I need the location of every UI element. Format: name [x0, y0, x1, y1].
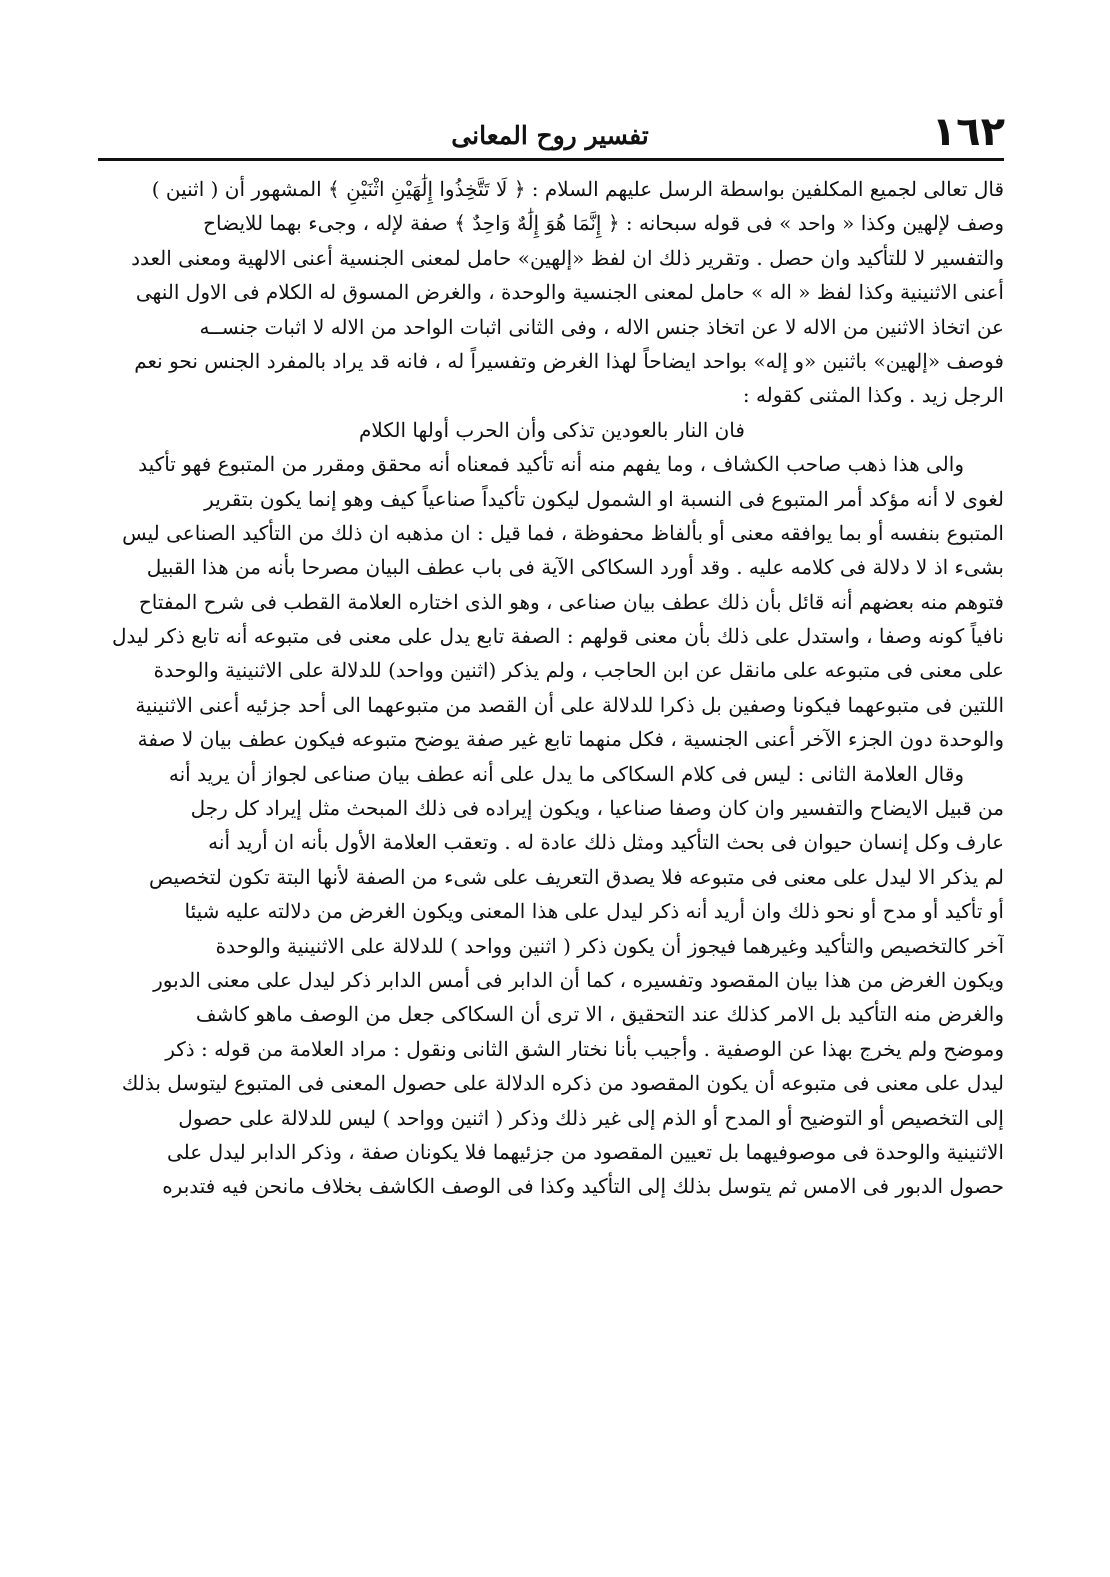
- header-divider: [98, 158, 1004, 161]
- text-line: حصول الدبور فى الامس ثم يتوسل بذلك إلى التأكيد وكذا فى الوصف الكاشف بخلاف مانحن فيه فتدبره: [162, 1174, 1004, 1199]
- poetry-verse: فان النار بالعودين تذكى وأن الحرب أولها الكلام: [359, 417, 745, 442]
- text-line: وموضح ولم يخرج بهذا عن الوصفية . وأجيب بأنا نختار الشق الثانى ونقول : مراد العلامة من قوله : ذكر: [165, 1036, 1004, 1061]
- text-line: على معنى فى متبوعه على مانقل عن ابن الحاجب ، ولم يذكر (اثنين وواحد) للدلالة على الاثنينية والوحدة: [153, 658, 1004, 683]
- text-line: فوصف «إلهين» باثنين «و إله» بواحد ايضاحاً لهذا الغرض وتفسيراً له ، فانه قد يراد بالمفرد الجنس نحو نعم: [134, 348, 1004, 373]
- text-line: عن اتخاذ الاثنين من الاله لا عن اتخاذ جنس الاله ، وفى الثانى اثبات الواحد من الاله لا اثبات جنســه: [199, 314, 1004, 339]
- text-line: ويكون الغرض من هذا بيان المقصود وتفسيره ، كما أن الدابر فى أمس الدابر ذكر ليدل على معنى الدبور: [153, 967, 1004, 992]
- text-line: الاثنينية والوحدة فى موصوفيهما بل تعيين المقصود من جزئيهما فلا يكونان صفة ، وذكر الدابر ليدل على: [167, 1139, 1004, 1164]
- running-title: تفسير روح المعانى: [451, 121, 649, 150]
- text-line: والى هذا ذهب صاحب الكشاف ، وما يفهم منه أنه تأكيد فمعناه أنه محقق ومقرر من المتبوع فهو تأكيد: [138, 452, 964, 477]
- body-text: [100, 172, 1004, 1204]
- text-line: فتوهم منه بعضهم أنه قائل بأن ذلك عطف بيان صناعى ، وهو الذى اختاره العلامة القطب فى شرح المفتاح: [138, 589, 1004, 614]
- text-line: نافياً كونه وصفا ، واستدل على ذلك بأن معنى قولهم : الصفة تابع يدل على معنى فى متبوعه أنه تابع ذكر ليدل: [111, 624, 1004, 649]
- text-line: اللتين فى متبوعهما فيكونا وصفين بل ذكرا للدلالة على أن القصد من متبوعهما الى أحد جزئيه أعنى الاثنينية: [135, 692, 1004, 717]
- text-line: وصف لإلهين وكذا « واحد » فى قوله سبحانه : ﴿ إِنَّمَا هُوَ إِلَٰهٌ وَاحِدٌ ﴾ صفة لإله ، وجىء بهما للايضاح: [203, 211, 1004, 236]
- page-number: ١٦٢: [931, 109, 1005, 155]
- text-line: والتفسير لا للتأكيد وان حصل . وتقرير ذلك ان لفظ «إلهين» حامل لمعنى الجنسية أعنى الالهية ومعنى العدد: [131, 245, 1004, 270]
- text-line: الرجل زيد . وكذا المثنى كقوله :: [742, 383, 1004, 408]
- text-line: والغرض منه التأكيد بل الامر كذلك عند التحقيق ، الا ترى أن السكاكى جعل من الوصف ماهو كاشف: [195, 1002, 1004, 1027]
- text-line: لغوى لا أنه مؤكد أمر المتبوع فى النسبة او الشمول ليكون تأكيداً صناعياً كيف وهو إنما يكون بتقرير: [204, 486, 1004, 511]
- text-line: إلى التخصيص أو التوضيح أو المدح أو الذم إلى غير ذلك وذكر ( اثنين وواحد ) ليس للدلالة على حصول: [178, 1105, 1004, 1130]
- page-header: [95, 108, 1005, 160]
- text-line: من قبيل الايضاح والتفسير وان كان وصفا صناعيا ، ويكون إيراده فى ذلك المبحث مثل إيراد كل رجل: [190, 796, 1004, 821]
- text-line: آخر كالتخصيص والتأكيد وغيرهما فيجوز أن يكون ذكر ( اثنين وواحد ) للدلالة على الاثنينية والوحدة: [215, 933, 1004, 958]
- text-line: ليدل على معنى فى متبوعه أن يكون المقصود من ذكره الدلالة على حصول المعنى فى المتبوع ليتوسل بذلك: [121, 1071, 1004, 1096]
- text-line: لم يذكر الا ليدل على معنى فى متبوعه فلا يصدق التعريف على شىء من الصفة لأنها البتة تكون لتخصيص: [148, 864, 1004, 889]
- text-line: وقال العلامة الثانى : ليس فى كلام السكاكى ما يدل على أنه عطف بيان صناعى لجواز أن يريد أنه: [168, 761, 964, 786]
- text-line: عارف وكل إنسان حيوان فى بحث التأكيد ومثل ذلك عادة له . وتعقب العلامة الأول بأنه ان أريد أنه: [208, 830, 1004, 855]
- text-line: أو تأكيد أو مدح أو نحو ذلك وان أريد أنه ذكر ليدل على هذا المعنى ويكون الغرض من دلالته عليه شيئا: [184, 899, 1004, 924]
- text-line: المتبوع بنفسه أو بما يوافقه معنى أو بألفاظ محفوظة ، فما قيل : ان مذهبه ان ذلك من التأكيد الصناعى ليس: [122, 520, 1004, 545]
- text-line: بشىء اذ لا دلالة فى كلامه عليه . وقد أورد السكاكى الآية فى باب عطف البيان مصرحا بأنه من هذا القبيل: [146, 555, 1004, 580]
- text-line: والوحدة دون الجزء الآخر أعنى الجنسية ، فكل منهما تابع غير صفة يوضح متبوعه فيكون عطف بيان لا صفة: [137, 727, 1004, 752]
- text-line: أعنى الاثنينية وكذا لفظ « اله » حامل لمعنى الجنسية والوحدة ، والغرض المسوق له الكلام فى الاول النهى: [135, 280, 1004, 305]
- text-line: قال تعالى لجميع المكلفين بواسطة الرسل عليهم السلام : ﴿ لَا تَتَّخِذُوا إِلَٰهَيْنِ اثْنَيْنِ ﴾ المشهور أن ( اثنين ): [151, 177, 1004, 201]
